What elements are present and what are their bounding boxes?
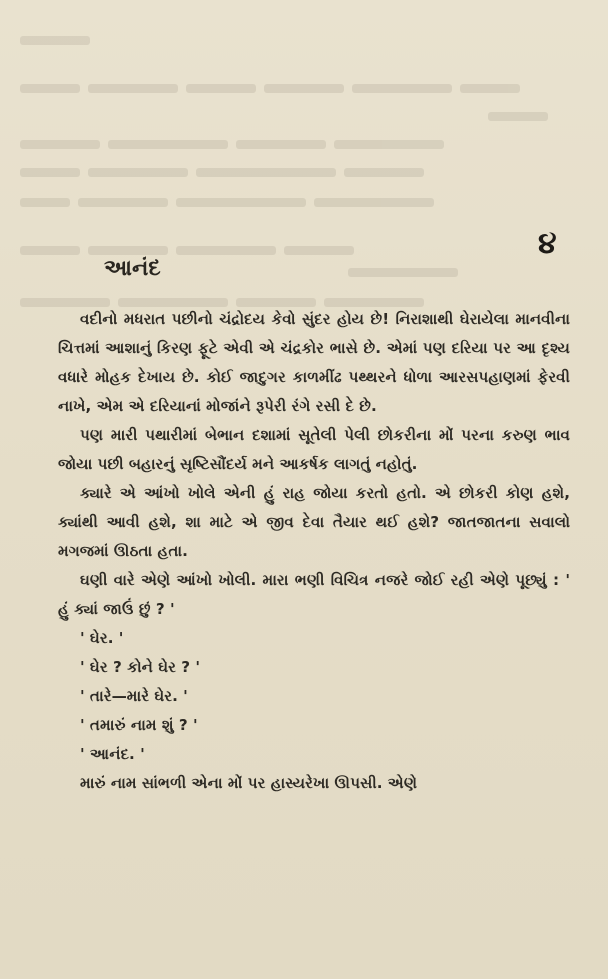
paragraph: ક્યારે એ આંખો ખોલે એની હું રાહ જોયા કરતો હતો. એ છોકરી કોણ હશે, ક્યાંથી આવી હશે, શા માટે એ જીવ દેવા તૈયાર થઈ હશે? જાતજાતના સવાલો મગજમાં ઊઠતા હતા.	[58, 484, 570, 560]
bleed-through-line	[20, 162, 580, 174]
dialog-line: ' ઘેર. '	[80, 629, 124, 647]
bleed-through-line	[20, 106, 580, 118]
dialog-line: ' તારે—મારે ઘેર. '	[80, 687, 188, 705]
chapter-number: ૪	[538, 226, 557, 261]
chapter-body	[58, 305, 570, 798]
paragraph: વદીનો મધરાત પછીનો ચંદ્રોદય કેવો સુંદર હોય છે! નિરાશાથી ઘેરાયેલા માનવીના ચિત્તમાં આશાનું કિરણ ફૂટે એવી એ ચંદ્રકોર ભાસે છે. એમાં પણ દરિયા પર આ દૃશ્ય વધારે મોહક દેખાય છે. કોઈ જાદુગર કાળમીંઢ પથ્થરને ધોળા આરસપહાણમાં ફેરવી નાખે, એમ એ દરિયાનાં મોજાંને રૂપેરી રંગે રસી દે છે.	[58, 310, 570, 415]
bleed-through-line	[20, 192, 580, 204]
dialog-line: ' તમારું નામ શું ? '	[80, 716, 198, 734]
chapter-title: આનંદ	[104, 256, 161, 281]
paragraph: પણ મારી પથારીમાં બેભાન દશામાં સૂતેલી પેલી છોકરીના મોં પરના કરુણ ભાવ જોયા પછી બહારનું સૃષ્ટિસૌંદર્ય મને આકર્ષક લાગતું નહોતું.	[58, 426, 570, 473]
bleed-through-line	[20, 292, 580, 304]
paragraph: મારું નામ સાંભળી એના મોં પર હાસ્યરેખા ઊપસી. એણે	[80, 774, 418, 792]
bleed-through-line	[20, 30, 580, 42]
bleed-through-line	[20, 134, 580, 146]
bleed-through-line	[20, 78, 580, 90]
dialog-line: ' ઘેર ? કોને ઘેર ? '	[80, 658, 201, 676]
dialog-line: ' આનંદ. '	[80, 745, 145, 763]
paragraph: ઘણી વારે એણે આંખો ખોલી. મારા ભણી વિચિત્ર નજરે જોઈ રહી એણે પૂછ્યું : ' હું ક્યાં જાઉં છું ? '	[58, 571, 570, 618]
bleed-through-line	[20, 240, 580, 252]
